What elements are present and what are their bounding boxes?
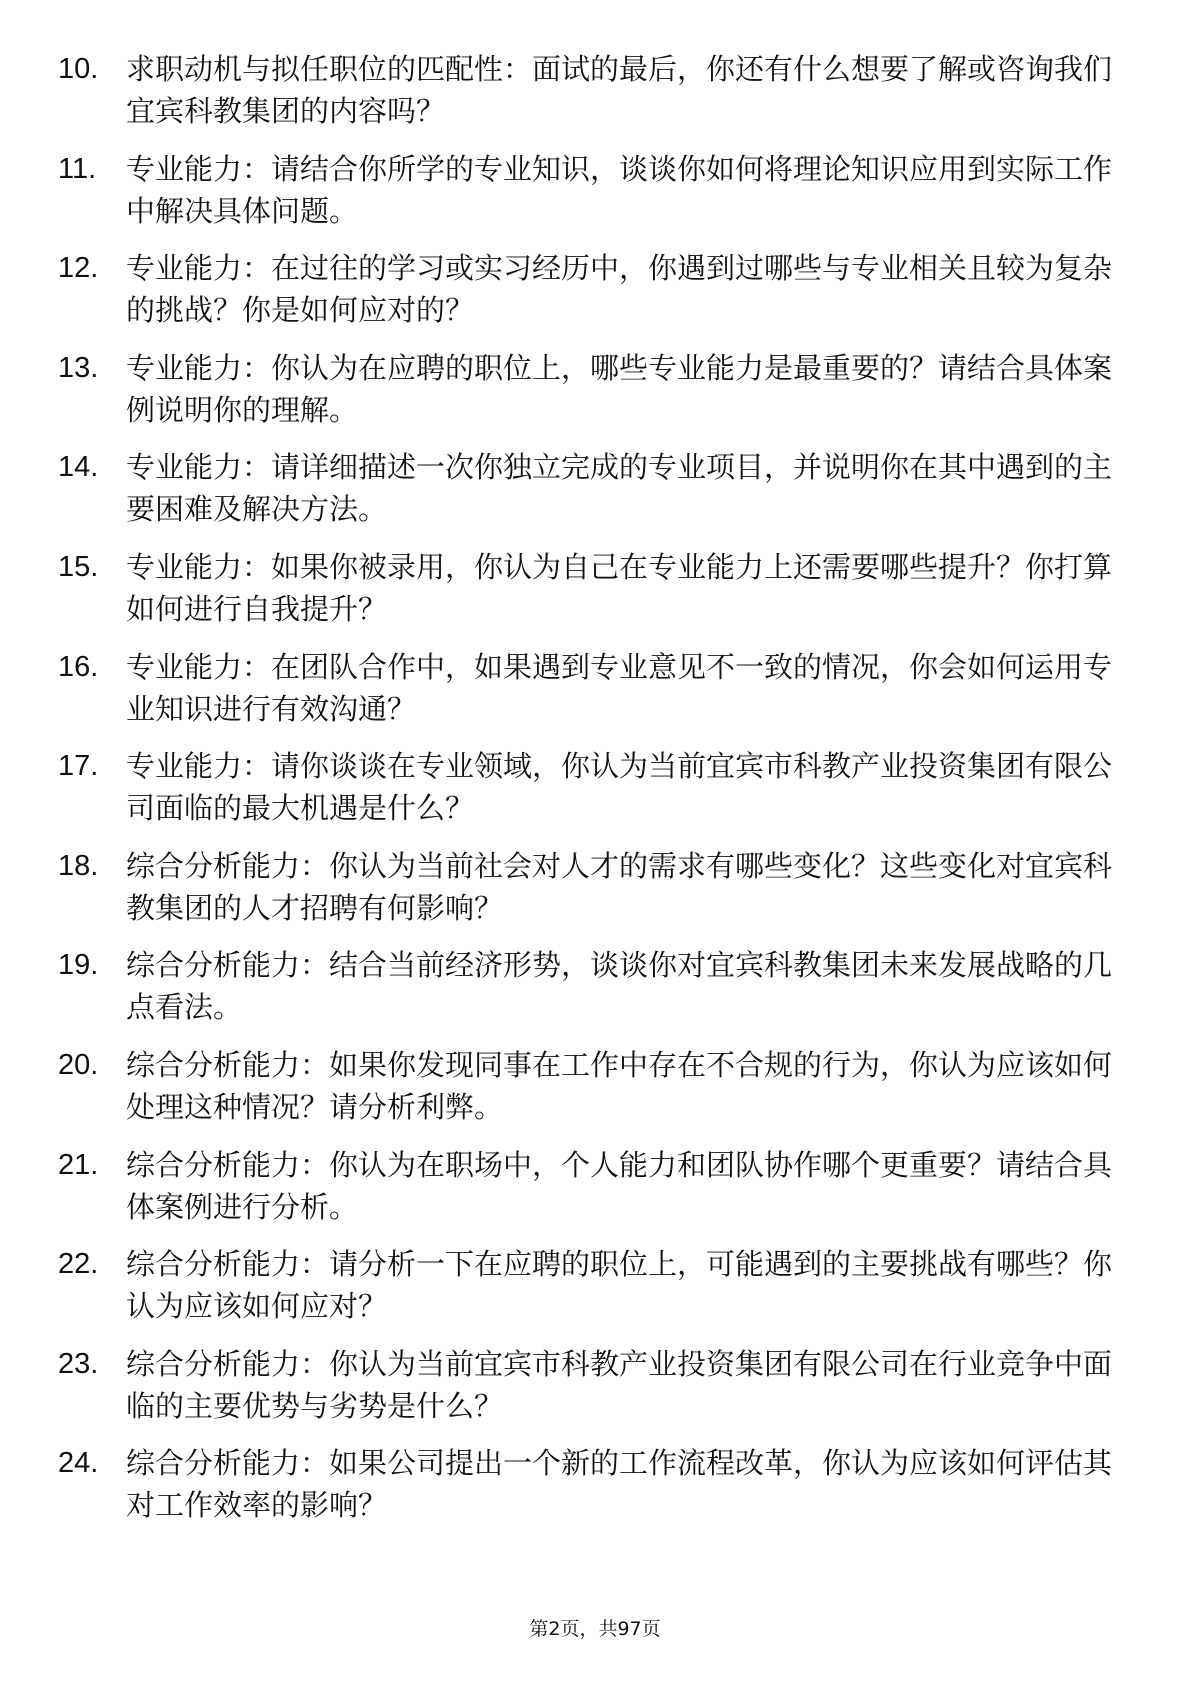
question-number: 16.: [58, 650, 99, 683]
question-number: 13.: [58, 351, 99, 384]
question-number: 11.: [58, 152, 97, 185]
question-item-23: [58, 1343, 1128, 1427]
page-footer: [0, 1614, 1190, 1641]
question-text: 综合分析能力：你认为在职场中，个人能力和团队协作哪个更重要？请结合具体案例进行分析。: [126, 1147, 1113, 1224]
question-item-11: [58, 148, 1128, 232]
question-number: 22.: [58, 1248, 99, 1281]
question-text: 专业能力：如果你被录用，你认为自己在专业能力上还需要哪些提升？你打算如何进行自我提升？: [126, 549, 1113, 626]
question-item-10: [58, 48, 1128, 132]
question-item-20: [58, 1044, 1128, 1128]
question-text: 专业能力：请结合你所学的专业知识，谈谈你如何将理论知识应用到实际工作中解决具体问题。: [126, 151, 1113, 228]
question-text: 综合分析能力：结合当前经济形势，谈谈你对宜宾科教集团未来发展战略的几点看法。: [126, 948, 1113, 1025]
question-number: 18.: [58, 849, 99, 882]
question-number: 24.: [58, 1447, 99, 1480]
question-text: 专业能力：请详细描述一次你独立完成的专业项目，并说明你在其中遇到的主要困难及解决方法。: [126, 450, 1113, 527]
question-number: 23.: [58, 1347, 99, 1380]
question-item-12: [58, 247, 1128, 331]
page-number-label: 第2页，共97页: [529, 1618, 661, 1640]
question-number: 19.: [58, 949, 99, 982]
question-item-16: [58, 646, 1128, 730]
question-list: [58, 48, 1128, 1542]
question-text: 专业能力：你认为在应聘的职位上，哪些专业能力是最重要的？请结合具体案例说明你的理解。: [126, 350, 1113, 427]
question-item-17: [58, 745, 1128, 829]
question-number: 15.: [58, 550, 99, 583]
question-item-22: [58, 1243, 1128, 1327]
question-text: 综合分析能力：你认为当前社会对人才的需求有哪些变化？这些变化对宜宾科教集团的人才招聘有何影响？: [126, 848, 1113, 925]
question-number: 10.: [58, 53, 99, 85]
question-item-14: [58, 446, 1128, 530]
question-number: 20.: [58, 1048, 99, 1081]
question-text: 求职动机与拟任职位的匹配性：面试的最后，你还有什么想要了解或咨询我们宜宾科教集团的内容吗？: [126, 52, 1113, 128]
question-item-24: [58, 1442, 1128, 1526]
question-item-18: [58, 845, 1128, 929]
question-text: 综合分析能力：如果你发现同事在工作中存在不合规的行为，你认为应该如何处理这种情况？请分析利弊。: [126, 1047, 1113, 1124]
question-number: 17.: [58, 750, 99, 783]
question-number: 12.: [58, 252, 99, 285]
question-number: 14.: [58, 451, 99, 484]
question-item-19: [58, 944, 1128, 1028]
question-text: 综合分析能力：请分析一下在应聘的职位上，可能遇到的主要挑战有哪些？你认为应该如何应对？: [126, 1247, 1113, 1324]
question-item-21: [58, 1144, 1128, 1228]
question-text: 专业能力：在团队合作中，如果遇到专业意见不一致的情况，你会如何运用专业知识进行有效沟通？: [126, 649, 1113, 726]
question-text: 综合分析能力：如果公司提出一个新的工作流程改革，你认为应该如何评估其对工作效率的影响？: [126, 1446, 1113, 1523]
question-item-13: [58, 347, 1128, 431]
question-text: 专业能力：请你谈谈在专业领域，你认为当前宜宾市科教产业投资集团有限公司面临的最大机遇是什么？: [126, 749, 1113, 826]
question-item-15: [58, 546, 1128, 630]
question-number: 21.: [58, 1148, 99, 1181]
question-text: 综合分析能力：你认为当前宜宾市科教产业投资集团有限公司在行业竞争中面临的主要优势与劣势是什么？: [126, 1346, 1113, 1423]
question-text: 专业能力：在过往的学习或实习经历中，你遇到过哪些与专业相关且较为复杂的挑战？你是如何应对的？: [126, 251, 1113, 328]
